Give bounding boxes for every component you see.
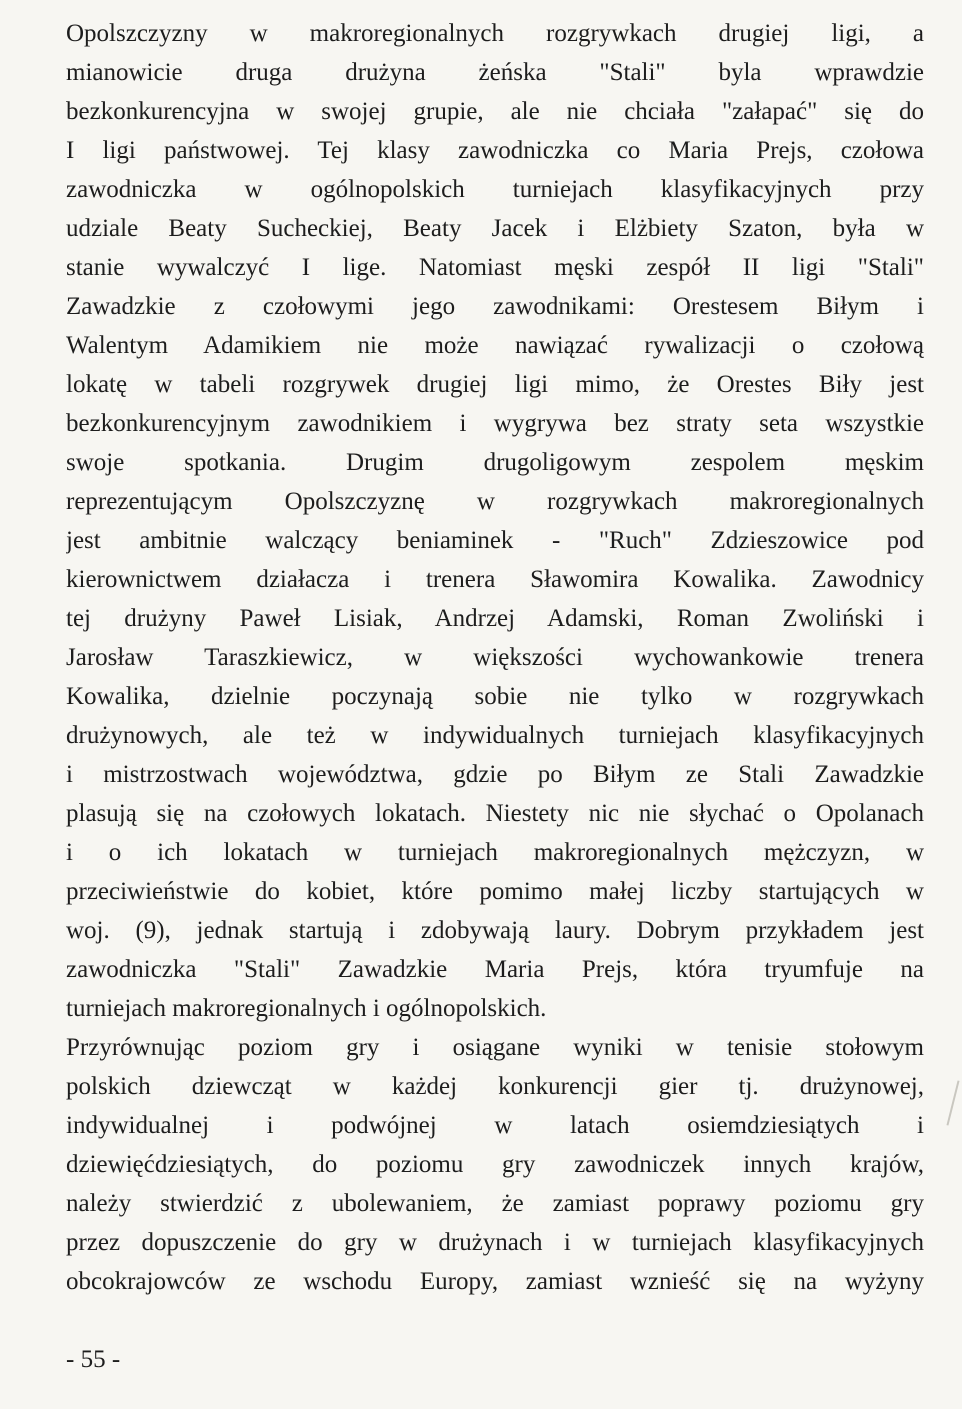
page-number: - 55 - <box>66 1346 121 1373</box>
text-line: stanie wywalczyć I lige. Natomiast męski zespół II ligi "Stali" <box>66 254 924 281</box>
text-line: bezkonkurencyjnym zawodnikiem i wygrywa bez straty seta wszystkie <box>66 410 924 437</box>
text-line: Walentym Adamikiem nie może nawiązać rywalizacji o czołową <box>66 332 924 359</box>
text-line: Przyrównując poziom gry i osiągane wyniki w tenisie stołowym <box>66 1034 924 1061</box>
body-text <box>66 14 924 1301</box>
text-line: I ligi państwowej. Tej klasy zawodniczka co Maria Prejs, czołowa <box>66 137 924 164</box>
text-line: jest ambitnie walczący beniaminek - "Ruch" Zdzieszowice pod <box>66 527 924 554</box>
text-line: plasują się na czołowych lokatach. Niestety nic nie słychać o Opolanach <box>66 800 924 827</box>
text-line: lokatę w tabeli rozgrywek drugiej ligi mimo, że Orestes Biły jest <box>66 371 924 398</box>
text-line: tej drużyny Paweł Lisiak, Andrzej Adamski, Roman Zwoliński i <box>66 605 924 632</box>
text-line: przeciwieństwie do kobiet, które pomimo małej liczby startujących w <box>66 878 924 905</box>
text-line: i o ich lokatach w turniejach makroregionalnych mężczyzn, w <box>66 839 924 866</box>
text-line: drużynowych, ale też w indywidualnych turniejach klasyfikacyjnych <box>66 722 924 749</box>
paragraph-end-line: turniejach makroregionalnych i ogólnopolskich. <box>66 995 547 1022</box>
text-line: woj. (9), jednak startują i zdobywają laury. Dobrym przykładem jest <box>66 917 924 944</box>
text-line: przez dopuszczenie do gry w drużynach i w turniejach klasyfikacyjnych <box>66 1229 924 1256</box>
text-line: udziale Beaty Sucheckiej, Beaty Jacek i Elżbiety Szaton, była w <box>66 215 924 242</box>
text-line: Kowalika, dzielnie poczynają sobie nie tylko w rozgrywkach <box>66 683 924 710</box>
text-line: obcokrajowców ze wschodu Europy, zamiast wznieść się na wyżyny <box>66 1268 924 1295</box>
text-line: zawodniczka "Stali" Zawadzkie Maria Prejs, która tryumfuje na <box>66 956 924 983</box>
text-line: i mistrzostwach województwa, gdzie po Biłym ze Stali Zawadzkie <box>66 761 924 788</box>
margin-mark <box>946 1080 959 1125</box>
text-line: polskich dziewcząt w każdej konkurencji gier tj. drużynowej, <box>66 1073 924 1100</box>
text-line: dziewięćdziesiątych, do poziomu gry zawodniczek innych krajów, <box>66 1151 924 1178</box>
text-line: swoje spotkania. Drugim drugoligowym zespolem męskim <box>66 449 924 476</box>
text-line: indywidualnej i podwójnej w latach osiemdziesiątych i <box>66 1112 924 1139</box>
text-line: zawodniczka w ogólnopolskich turniejach klasyfikacyjnych przy <box>66 176 924 203</box>
text-line: bezkonkurencyjna w swojej grupie, ale nie chciała "załapać" się do <box>66 98 924 125</box>
text-line: kierownictwem działacza i trenera Sławomira Kowalika. Zawodnicy <box>66 566 924 593</box>
text-line: mianowicie druga drużyna żeńska "Stali" byla wprawdzie <box>66 59 924 86</box>
text-line: Jarosław Taraszkiewicz, w większości wychowankowie trenera <box>66 644 924 671</box>
text-line: należy stwierdzić z ubolewaniem, że zamiast poprawy poziomu gry <box>66 1190 924 1217</box>
text-line: reprezentującym Opolszczyznę w rozgrywkach makroregionalnych <box>66 488 924 515</box>
text-line: Zawadzkie z czołowymi jego zawodnikami: Orestesem Biłym i <box>66 293 924 320</box>
text-line: Opolszczyzny w makroregionalnych rozgrywkach drugiej ligi, a <box>66 20 924 47</box>
